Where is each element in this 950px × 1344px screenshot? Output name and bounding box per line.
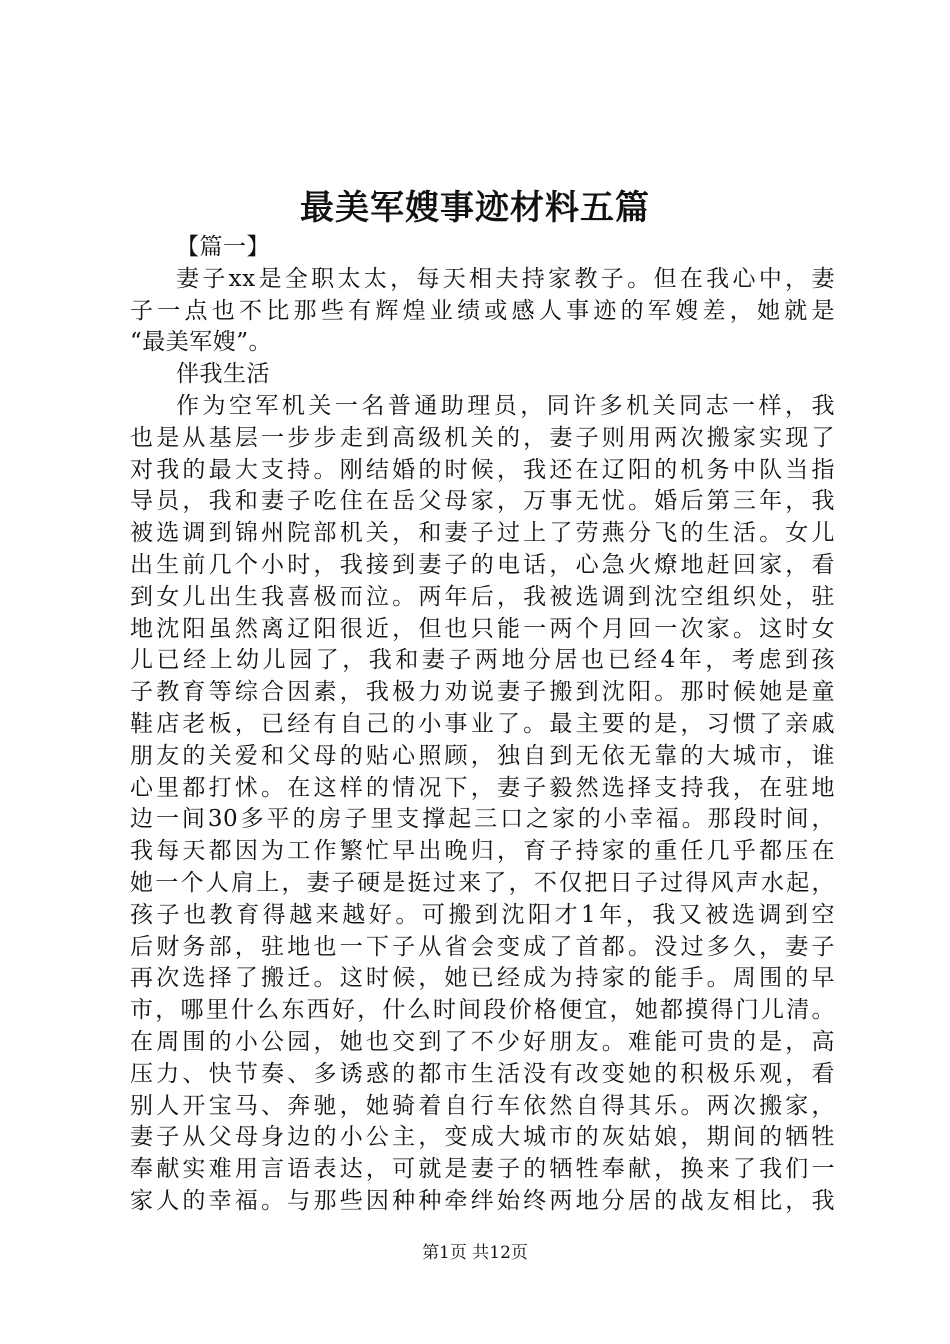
paragraph-line: 妻子xx是全职太太，每天相夫持家教子。但在我心中，妻 [176,265,835,292]
paragraph-line: 【篇一】 [176,234,270,260]
paragraph-line: 出生前几个小时，我接到妻子的电话，心急火燎地赶回家，看 [130,551,835,578]
page-footer: 第1页 共12页 [422,1243,528,1263]
paragraph-line: 子教育等综合因素，我极力劝说妻子搬到沈阳。那时候她是童 [130,679,835,706]
document-body [130,232,835,1218]
paragraph-line: 地沈阳虽然离辽阳很近，但也只能一两个月回一次家。这时女 [130,615,835,642]
paragraph-line: 作为空军机关一名普通助理员，同许多机关同志一样，我 [176,392,835,419]
paragraph-line: 对我的最大支持。刚结婚的时候，我还在辽阳的机务中队当指 [130,456,835,483]
paragraph-line: 儿已经上幼儿园了，我和妻子两地分居也已经4年，考虑到孩 [130,647,835,674]
paragraph-line: 后财务部，驻地也一下子从省会变成了首都。没过多久，妻子 [130,933,835,960]
paragraph-line: 她一个人肩上，妻子硬是挺过来了，不仅把日子过得风声水起， [130,869,835,896]
document-title: 最美军嫂事迹材料五篇 [300,188,650,228]
paragraph-line: 被选调到锦州院部机关，和妻子过上了劳燕分飞的生活。女儿 [130,520,835,547]
paragraph-line: 市，哪里什么东西好，什么时间段价格便宜，她都摸得门儿清。 [130,997,835,1024]
paragraph-line: 子一点也不比那些有辉煌业绩或感人事迹的军嫂差，她就是 [130,297,835,324]
paragraph-line: 压力、快节奏、多诱惑的都市生活没有改变她的积极乐观，看 [130,1060,835,1087]
paragraph-line: 在周围的小公园，她也交到了不少好朋友。难能可贵的是，高 [130,1028,835,1055]
paragraph-line: 伴我生活 [176,361,270,388]
paragraph-line: 朋友的关爱和父母的贴心照顾，独自到无依无靠的大城市，谁 [130,742,835,769]
paragraph-line: 奉献实难用言语表达，可就是妻子的牺牲奉献，换来了我们一 [130,1156,835,1183]
paragraph-line: 鞋店老板，已经有自己的小事业了。最主要的是，习惯了亲戚 [130,710,835,737]
paragraph-line: 再次选择了搬迁。这时候，她已经成为持家的能手。周围的早 [130,965,835,992]
paragraph-line: “最美军嫂”。 [130,329,273,356]
paragraph-line: 别人开宝马、奔驰，她骑着自行车依然自得其乐。两次搬家， [130,1092,835,1119]
paragraph-line: 边一间30多平的房子里支撑起三口之家的小幸福。那段时间， [130,806,835,833]
paragraph-line: 到女儿出生我喜极而泣。两年后，我被选调到沈空组织处，驻 [130,583,835,610]
paragraph-line: 导员，我和妻子吃住在岳父母家，万事无忧。婚后第三年，我 [130,488,835,515]
paragraph-line: 妻子从父母身边的小公主，变成大城市的灰姑娘，期间的牺牲 [130,1124,835,1151]
paragraph-line: 孩子也教育得越来越好。可搬到沈阳才1年，我又被选调到空 [130,901,835,928]
paragraph-line: 心里都打怵。在这样的情况下，妻子毅然选择支持我，在驻地 [130,774,835,801]
paragraph-line: 家人的幸福。与那些因种种牵绊始终两地分居的战友相比，我 [130,1187,835,1214]
paragraph-line: 我每天都因为工作繁忙早出晚归，育子持家的重任几乎都压在 [130,838,835,865]
paragraph-line: 也是从基层一步步走到高级机关的，妻子则用两次搬家实现了 [130,424,835,451]
